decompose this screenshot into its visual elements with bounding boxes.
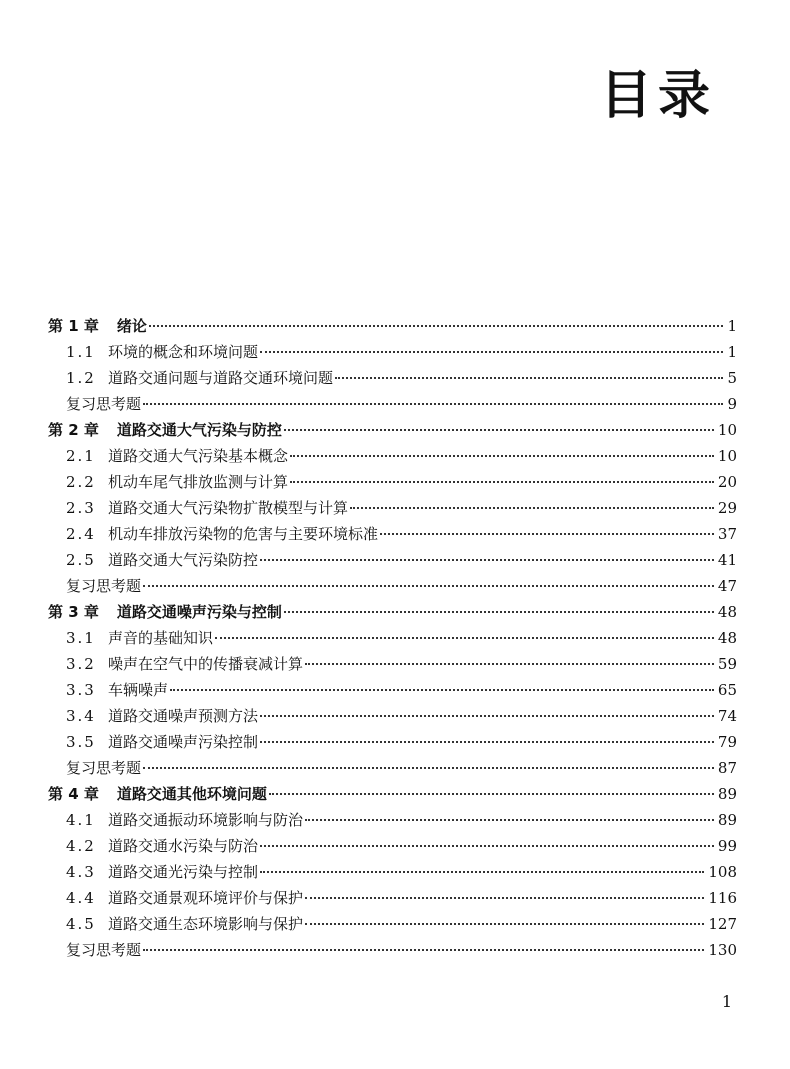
chapter-number: 第 3 章 (48, 603, 99, 621)
section-title: 道路交通噪声污染控制 (108, 733, 259, 751)
page-number: 1 (721, 992, 732, 1011)
toc-entry-section[interactable] (0, 361, 790, 387)
chapter-title: 道路交通其他环境问题 (116, 785, 267, 803)
toc-entry-chapter[interactable] (0, 595, 790, 621)
toc-entry-review[interactable] (0, 751, 790, 777)
toc-page-number: 130 (708, 941, 737, 959)
section-number: 3.3 (66, 681, 96, 699)
review-questions-title: 复习思考题 (66, 941, 142, 959)
page-title: 目录 (599, 66, 716, 126)
section-number: 2.5 (66, 551, 96, 569)
section-number: 2.2 (66, 473, 96, 491)
dot-leader (335, 377, 723, 379)
toc-page-number: 89 (717, 811, 737, 829)
chapter-number: 第 4 章 (48, 785, 99, 803)
section-title: 环境的概念和环境问题 (108, 343, 259, 361)
toc-entry-section[interactable] (0, 673, 790, 699)
toc-page-number: 1 (727, 343, 737, 361)
toc-page-number: 20 (717, 473, 737, 491)
chapter-title: 道路交通噪声污染与控制 (116, 603, 282, 621)
dot-leader (260, 715, 714, 717)
toc-page-number: 1 (727, 317, 737, 335)
chapter-title: 道路交通大气污染与防控 (116, 421, 282, 439)
dot-leader (290, 481, 714, 483)
dot-leader (305, 819, 714, 821)
dot-leader (143, 767, 714, 769)
section-number: 4.5 (66, 915, 96, 933)
section-title: 道路交通振动环境影响与防治 (108, 811, 304, 829)
toc-page-number: 47 (717, 577, 737, 595)
toc-entry-section[interactable] (0, 855, 790, 881)
section-title: 机动车尾气排放监测与计算 (108, 473, 289, 491)
toc-entry-lead (66, 499, 348, 517)
chapter-number: 第 1 章 (48, 317, 99, 335)
toc-page-number: 65 (717, 681, 737, 699)
toc-entry-lead (66, 759, 141, 777)
toc-page-number: 41 (717, 551, 737, 569)
toc-entry-lead (66, 343, 258, 361)
toc-entry-section[interactable] (0, 517, 790, 543)
section-title: 道路交通景观环境评价与保护 (108, 889, 304, 907)
section-number: 4.2 (66, 837, 96, 855)
dot-leader (260, 351, 723, 353)
toc-entry-lead (66, 395, 141, 413)
dot-leader (305, 897, 704, 899)
toc-page-number: 48 (717, 603, 737, 621)
table-of-contents (0, 309, 790, 959)
toc-entry-lead (48, 785, 267, 803)
toc-entry-chapter[interactable] (0, 777, 790, 803)
section-title: 机动车排放污染物的危害与主要环境标准 (108, 525, 379, 543)
section-number: 2.1 (66, 447, 96, 465)
toc-entry-lead (66, 863, 258, 881)
dot-leader (269, 793, 714, 795)
toc-page-number: 87 (717, 759, 737, 777)
chapter-title: 绪论 (116, 317, 147, 335)
toc-page-number: 9 (727, 395, 737, 413)
toc-entry-section[interactable] (0, 907, 790, 933)
toc-entry-review[interactable] (0, 569, 790, 595)
dot-leader (305, 923, 704, 925)
toc-entry-review[interactable] (0, 387, 790, 413)
toc-entry-review[interactable] (0, 933, 790, 959)
section-title: 道路交通生态环境影响与保护 (108, 915, 304, 933)
section-title: 噪声在空气中的传播衰减计算 (108, 655, 304, 673)
section-number: 1.1 (66, 343, 96, 361)
section-title: 车辆噪声 (108, 681, 169, 699)
toc-page-number: 10 (717, 421, 737, 439)
review-questions-title: 复习思考题 (66, 395, 142, 413)
dot-leader (149, 325, 724, 327)
toc-page-number: 74 (717, 707, 737, 725)
toc-page-number: 59 (717, 655, 737, 673)
toc-entry-lead (66, 447, 288, 465)
section-title: 道路交通问题与道路交通环境问题 (108, 369, 334, 387)
toc-entry-section[interactable] (0, 543, 790, 569)
toc-entry-lead (66, 655, 303, 673)
section-title: 道路交通水污染与防治 (108, 837, 259, 855)
toc-page-number: 48 (717, 629, 737, 647)
section-title: 道路交通大气污染基本概念 (108, 447, 289, 465)
toc-entry-lead (66, 369, 333, 387)
toc-page-number: 89 (717, 785, 737, 803)
section-number: 2.4 (66, 525, 96, 543)
toc-page-number: 108 (708, 863, 737, 881)
chapter-number: 第 2 章 (48, 421, 99, 439)
toc-entry-lead (66, 551, 258, 569)
dot-leader (260, 871, 704, 873)
toc-entry-lead (66, 577, 141, 595)
toc-entry-chapter[interactable] (0, 413, 790, 439)
toc-page-number: 116 (708, 889, 737, 907)
toc-entry-section[interactable] (0, 465, 790, 491)
toc-entry-lead (48, 317, 147, 335)
toc-page-number: 29 (717, 499, 737, 517)
dot-leader (290, 455, 714, 457)
toc-entry-chapter[interactable] (0, 309, 790, 335)
toc-entry-lead (66, 707, 258, 725)
dot-leader (284, 429, 714, 431)
toc-entry-section[interactable] (0, 699, 790, 725)
section-number: 3.4 (66, 707, 96, 725)
section-number: 2.3 (66, 499, 96, 517)
toc-entry-section[interactable] (0, 335, 790, 361)
dot-leader (143, 403, 723, 405)
section-number: 3.1 (66, 629, 96, 647)
toc-entry-lead (66, 473, 288, 491)
toc-page-number: 99 (717, 837, 737, 855)
toc-entry-section[interactable] (0, 439, 790, 465)
dot-leader (215, 637, 714, 639)
dot-leader (260, 741, 714, 743)
dot-leader (260, 559, 714, 561)
review-questions-title: 复习思考题 (66, 759, 142, 777)
section-number: 3.2 (66, 655, 96, 673)
section-number: 4.3 (66, 863, 96, 881)
toc-entry-section[interactable] (0, 647, 790, 673)
dot-leader (143, 585, 714, 587)
toc-entry-lead (66, 733, 258, 751)
toc-entry-section[interactable] (0, 621, 790, 647)
toc-entry-section[interactable] (0, 829, 790, 855)
section-title: 道路交通大气污染物扩散模型与计算 (108, 499, 349, 517)
toc-entry-section[interactable] (0, 803, 790, 829)
dot-leader (380, 533, 714, 535)
dot-leader (143, 949, 704, 951)
toc-entry-section[interactable] (0, 881, 790, 907)
toc-entry-lead (66, 837, 258, 855)
toc-entry-section[interactable] (0, 491, 790, 517)
toc-entry-lead (48, 603, 282, 621)
section-number: 3.5 (66, 733, 96, 751)
toc-entry-lead (66, 941, 141, 959)
section-title: 声音的基础知识 (108, 629, 214, 647)
toc-page-number: 127 (708, 915, 737, 933)
section-number: 1.2 (66, 369, 96, 387)
review-questions-title: 复习思考题 (66, 577, 142, 595)
toc-entry-lead (48, 421, 282, 439)
dot-leader (350, 507, 714, 509)
section-number: 4.1 (66, 811, 96, 829)
toc-entry-lead (66, 889, 303, 907)
section-title: 道路交通光污染与控制 (108, 863, 259, 881)
toc-entry-lead (66, 681, 168, 699)
dot-leader (260, 845, 714, 847)
toc-page-number: 79 (717, 733, 737, 751)
toc-page-number: 37 (717, 525, 737, 543)
section-title: 道路交通噪声预测方法 (108, 707, 259, 725)
dot-leader (305, 663, 714, 665)
dot-leader (170, 689, 714, 691)
toc-page-number: 10 (717, 447, 737, 465)
toc-entry-lead (66, 811, 303, 829)
dot-leader (284, 611, 714, 613)
toc-entry-lead (66, 915, 303, 933)
section-number: 4.4 (66, 889, 96, 907)
toc-page-number: 5 (727, 369, 737, 387)
toc-entry-lead (66, 525, 378, 543)
toc-entry-lead (66, 629, 213, 647)
section-title: 道路交通大气污染防控 (108, 551, 259, 569)
toc-entry-section[interactable] (0, 725, 790, 751)
